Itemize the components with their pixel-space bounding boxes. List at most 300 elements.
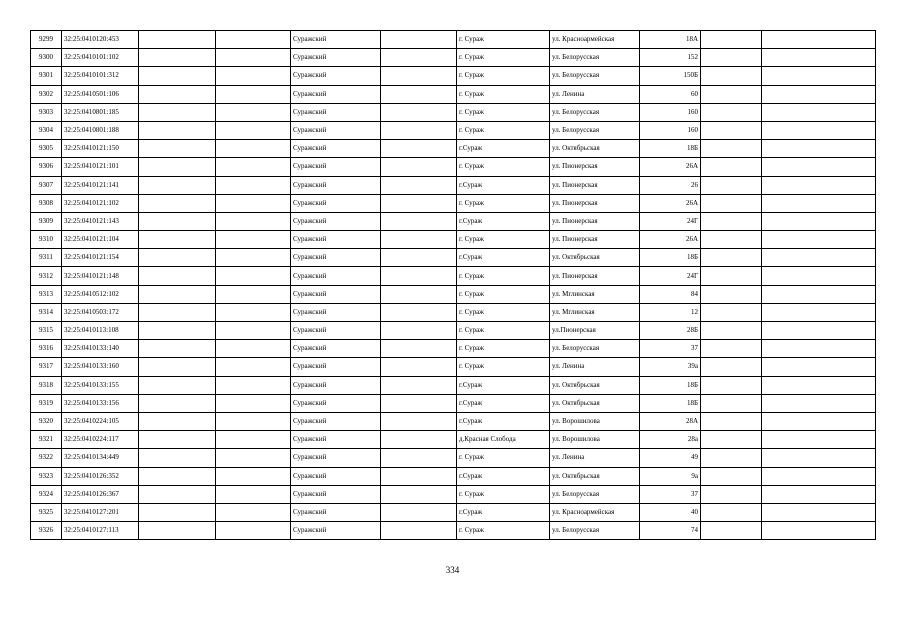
empty-cell [216,431,291,449]
cadastral-number-cell: 32:25:0410121:141 [62,176,139,194]
empty-cell [139,449,216,467]
empty-cell [139,85,216,103]
empty-cell [762,85,876,103]
empty-cell [381,212,457,230]
empty-cell [762,212,876,230]
empty-cell [216,485,291,503]
empty-cell [701,285,762,303]
empty-cell [381,49,457,67]
street-cell: ул. Красноармейская [550,503,640,521]
locality-cell: г. Сураж [457,85,550,103]
cadastral-number-cell: 32:25:0410224:117 [62,431,139,449]
empty-cell [381,358,457,376]
empty-cell [139,376,216,394]
row-number-cell: 9314 [31,303,62,321]
table-row [31,485,876,503]
empty-cell [139,140,216,158]
house-number-cell: 40 [640,503,701,521]
district-cell: Суражский [291,431,381,449]
row-number-cell: 9321 [31,431,62,449]
empty-cell [139,522,216,540]
empty-cell [762,303,876,321]
street-cell: ул. Пионерская [550,176,640,194]
empty-cell [701,231,762,249]
house-number-cell: 49 [640,449,701,467]
district-cell: Суражский [291,485,381,503]
street-cell: ул.Пионерская [550,322,640,340]
empty-cell [216,212,291,230]
locality-cell: г. Сураж [457,303,550,321]
empty-cell [139,158,216,176]
locality-cell: г. Сураж [457,194,550,212]
empty-cell [762,340,876,358]
house-number-cell: 18Б [640,376,701,394]
district-cell: Суражский [291,303,381,321]
empty-cell [762,467,876,485]
table-row [31,340,876,358]
cadastral-number-cell: 32:25:0410120:453 [62,31,139,49]
house-number-cell: 26А [640,231,701,249]
empty-cell [139,394,216,412]
empty-cell [701,376,762,394]
district-cell: Суражский [291,31,381,49]
cadastral-number-cell: 32:25:0410121:143 [62,212,139,230]
district-cell: Суражский [291,158,381,176]
locality-cell: г. Сураж [457,358,550,376]
empty-cell [762,49,876,67]
locality-cell: г.Сураж [457,212,550,230]
locality-cell: г.Сураж [457,503,550,521]
row-number-cell: 9312 [31,267,62,285]
empty-cell [139,358,216,376]
row-number-cell: 9324 [31,485,62,503]
house-number-cell: 60 [640,85,701,103]
row-number-cell: 9305 [31,140,62,158]
empty-cell [381,231,457,249]
empty-cell [216,503,291,521]
empty-cell [701,303,762,321]
registry-table [30,30,876,540]
empty-cell [701,31,762,49]
locality-cell: г. Сураж [457,485,550,503]
street-cell: ул. Красноармейская [550,31,640,49]
empty-cell [216,67,291,85]
empty-cell [139,176,216,194]
empty-cell [216,449,291,467]
table-row [31,31,876,49]
empty-cell [216,140,291,158]
district-cell: Суражский [291,249,381,267]
cadastral-number-cell: 32:25:0410133:155 [62,376,139,394]
empty-cell [216,467,291,485]
empty-cell [216,85,291,103]
house-number-cell: 18Б [640,394,701,412]
empty-cell [381,522,457,540]
table-row [31,231,876,249]
empty-cell [762,322,876,340]
empty-cell [762,176,876,194]
row-number-cell: 9325 [31,503,62,521]
empty-cell [216,376,291,394]
empty-cell [701,522,762,540]
district-cell: Суражский [291,140,381,158]
empty-cell [701,176,762,194]
empty-cell [701,503,762,521]
table-row [31,431,876,449]
locality-cell: г.Сураж [457,249,550,267]
empty-cell [216,121,291,139]
empty-cell [701,394,762,412]
empty-cell [701,140,762,158]
table-row [31,303,876,321]
cadastral-number-cell: 32:25:0410133:160 [62,358,139,376]
empty-cell [216,285,291,303]
district-cell: Суражский [291,285,381,303]
table-row [31,158,876,176]
empty-cell [762,358,876,376]
street-cell: ул. Белорусская [550,340,640,358]
row-number-cell: 9320 [31,412,62,430]
table-row [31,376,876,394]
row-number-cell: 9299 [31,31,62,49]
house-number-cell: 150Б [640,67,701,85]
district-cell: Суражский [291,394,381,412]
row-number-cell: 9316 [31,340,62,358]
house-number-cell: 28А [640,412,701,430]
empty-cell [216,412,291,430]
empty-cell [762,412,876,430]
street-cell: ул. Белорусская [550,121,640,139]
table-body [31,31,876,540]
locality-cell: г.Сураж [457,412,550,430]
street-cell: ул. Белорусская [550,67,640,85]
district-cell: Суражский [291,322,381,340]
locality-cell: г. Сураж [457,103,550,121]
house-number-cell: 18Б [640,140,701,158]
cadastral-number-cell: 32:25:0410133:156 [62,394,139,412]
empty-cell [139,431,216,449]
district-cell: Суражский [291,176,381,194]
street-cell: ул. Ленина [550,85,640,103]
street-cell: ул. Белорусская [550,522,640,540]
street-cell: ул. Октябрьская [550,376,640,394]
district-cell: Суражский [291,67,381,85]
street-cell: ул. Октябрьская [550,249,640,267]
house-number-cell: 152 [640,49,701,67]
empty-cell [762,267,876,285]
row-number-cell: 9317 [31,358,62,376]
empty-cell [701,103,762,121]
empty-cell [381,249,457,267]
locality-cell: г. Сураж [457,449,550,467]
table-row [31,212,876,230]
empty-cell [216,231,291,249]
empty-cell [701,85,762,103]
house-number-cell: 160 [640,103,701,121]
empty-cell [381,194,457,212]
cadastral-number-cell: 32:25:0410101:102 [62,49,139,67]
house-number-cell: 28а [640,431,701,449]
empty-cell [381,285,457,303]
table-row [31,267,876,285]
locality-cell: г.Сураж [457,140,550,158]
cadastral-number-cell: 32:25:0410121:150 [62,140,139,158]
street-cell: ул. Пионерская [550,194,640,212]
empty-cell [216,358,291,376]
empty-cell [139,121,216,139]
cadastral-number-cell: 32:25:0410512:102 [62,285,139,303]
empty-cell [139,249,216,267]
cadastral-number-cell: 32:25:0410501:106 [62,85,139,103]
empty-cell [762,121,876,139]
district-cell: Суражский [291,194,381,212]
empty-cell [216,340,291,358]
row-number-cell: 9322 [31,449,62,467]
locality-cell: г. Сураж [457,522,550,540]
district-cell: Суражский [291,231,381,249]
empty-cell [139,412,216,430]
empty-cell [139,212,216,230]
empty-cell [762,503,876,521]
street-cell: ул. Октябрьская [550,467,640,485]
row-number-cell: 9301 [31,67,62,85]
empty-cell [216,194,291,212]
empty-cell [701,49,762,67]
empty-cell [701,212,762,230]
empty-cell [139,340,216,358]
empty-cell [762,431,876,449]
house-number-cell: 18Б [640,249,701,267]
street-cell: ул. Пионерская [550,231,640,249]
house-number-cell: 39а [640,358,701,376]
house-number-cell: 9а [640,467,701,485]
empty-cell [762,194,876,212]
house-number-cell: 26А [640,158,701,176]
house-number-cell: 160 [640,121,701,139]
row-number-cell: 9323 [31,467,62,485]
row-number-cell: 9315 [31,322,62,340]
table-row [31,249,876,267]
empty-cell [381,485,457,503]
empty-cell [139,103,216,121]
locality-cell: г. Сураж [457,121,550,139]
district-cell: Суражский [291,376,381,394]
empty-cell [381,449,457,467]
row-number-cell: 9306 [31,158,62,176]
empty-cell [139,322,216,340]
table-row [31,140,876,158]
table-row [31,176,876,194]
empty-cell [139,303,216,321]
table-row [31,449,876,467]
table-row [31,285,876,303]
empty-cell [762,231,876,249]
locality-cell: г.Сураж [457,467,550,485]
table-row [31,194,876,212]
table-row [31,358,876,376]
district-cell: Суражский [291,522,381,540]
cadastral-number-cell: 32:25:0410113:108 [62,322,139,340]
table-row [31,322,876,340]
street-cell: ул. Белорусская [550,49,640,67]
street-cell: ул. Октябрьская [550,394,640,412]
empty-cell [381,176,457,194]
cadastral-number-cell: 32:25:0410801:188 [62,121,139,139]
cadastral-number-cell: 32:25:0410121:148 [62,267,139,285]
table-row [31,121,876,139]
empty-cell [381,394,457,412]
empty-cell [381,267,457,285]
district-cell: Суражский [291,467,381,485]
locality-cell: г. Сураж [457,285,550,303]
empty-cell [762,249,876,267]
district-cell: Суражский [291,49,381,67]
empty-cell [381,376,457,394]
district-cell: Суражский [291,340,381,358]
empty-cell [139,194,216,212]
empty-cell [216,31,291,49]
empty-cell [139,231,216,249]
cadastral-number-cell: 32:25:0410126:352 [62,467,139,485]
empty-cell [701,485,762,503]
empty-cell [701,340,762,358]
empty-cell [139,285,216,303]
empty-cell [762,522,876,540]
empty-cell [701,412,762,430]
empty-cell [381,467,457,485]
street-cell: ул. Ворошилова [550,412,640,430]
cadastral-number-cell: 32:25:0410127:113 [62,522,139,540]
empty-cell [762,103,876,121]
cadastral-number-cell: 32:25:0410127:201 [62,503,139,521]
locality-cell: г. Сураж [457,67,550,85]
row-number-cell: 9310 [31,231,62,249]
table-row [31,394,876,412]
empty-cell [381,412,457,430]
cadastral-number-cell: 32:25:0410121:154 [62,249,139,267]
street-cell: ул. Пионерская [550,267,640,285]
empty-cell [701,67,762,85]
locality-cell: г. Сураж [457,31,550,49]
empty-cell [139,503,216,521]
empty-cell [139,49,216,67]
street-cell: ул. Октябрьская [550,140,640,158]
empty-cell [216,522,291,540]
table-row [31,412,876,430]
row-number-cell: 9313 [31,285,62,303]
empty-cell [381,322,457,340]
empty-cell [381,303,457,321]
street-cell: ул. Ленина [550,449,640,467]
cadastral-number-cell: 32:25:0410134:449 [62,449,139,467]
empty-cell [762,376,876,394]
empty-cell [381,503,457,521]
empty-cell [216,176,291,194]
empty-cell [216,322,291,340]
locality-cell: д.Красная Слобода [457,431,550,449]
locality-cell: г.Сураж [457,176,550,194]
empty-cell [216,249,291,267]
empty-cell [216,303,291,321]
locality-cell: г. Сураж [457,158,550,176]
house-number-cell: 37 [640,340,701,358]
locality-cell: г. Сураж [457,49,550,67]
district-cell: Суражский [291,449,381,467]
street-cell: ул. Белорусская [550,103,640,121]
row-number-cell: 9300 [31,49,62,67]
district-cell: Суражский [291,358,381,376]
empty-cell [701,121,762,139]
cadastral-number-cell: 32:25:0410224:105 [62,412,139,430]
district-cell: Суражский [291,503,381,521]
district-cell: Суражский [291,103,381,121]
empty-cell [216,394,291,412]
table-row [31,503,876,521]
empty-cell [139,67,216,85]
cadastral-number-cell: 32:25:0410801:185 [62,103,139,121]
empty-cell [381,85,457,103]
page-number: 334 [445,565,460,575]
locality-cell: г. Сураж [457,267,550,285]
table-row [31,85,876,103]
row-number-cell: 9304 [31,121,62,139]
street-cell: ул. Пионерская [550,212,640,230]
empty-cell [701,158,762,176]
table-row [31,49,876,67]
empty-cell [216,49,291,67]
empty-cell [701,449,762,467]
empty-cell [762,449,876,467]
locality-cell: г. Сураж [457,322,550,340]
empty-cell [762,67,876,85]
district-cell: Суражский [291,267,381,285]
locality-cell: г. Сураж [457,231,550,249]
empty-cell [762,485,876,503]
cadastral-number-cell: 32:25:0410503:172 [62,303,139,321]
house-number-cell: 28Б [640,322,701,340]
house-number-cell: 18А [640,31,701,49]
cadastral-number-cell: 32:25:0410121:104 [62,231,139,249]
row-number-cell: 9319 [31,394,62,412]
cadastral-number-cell: 32:25:0410133:140 [62,340,139,358]
empty-cell [701,194,762,212]
house-number-cell: 24Г [640,267,701,285]
empty-cell [216,103,291,121]
empty-cell [381,340,457,358]
empty-cell [216,158,291,176]
table-row [31,467,876,485]
empty-cell [381,103,457,121]
locality-cell: г.Сураж [457,394,550,412]
house-number-cell: 26А [640,194,701,212]
street-cell: ул. Мглинская [550,285,640,303]
empty-cell [381,67,457,85]
empty-cell [139,31,216,49]
empty-cell [381,31,457,49]
empty-cell [701,249,762,267]
row-number-cell: 9303 [31,103,62,121]
street-cell: ул. Белорусская [550,485,640,503]
table-row [31,67,876,85]
empty-cell [762,31,876,49]
empty-cell [381,121,457,139]
empty-cell [701,267,762,285]
empty-cell [701,358,762,376]
empty-cell [139,485,216,503]
street-cell: ул. Мглинская [550,303,640,321]
cadastral-number-cell: 32:25:0410121:101 [62,158,139,176]
empty-cell [381,140,457,158]
